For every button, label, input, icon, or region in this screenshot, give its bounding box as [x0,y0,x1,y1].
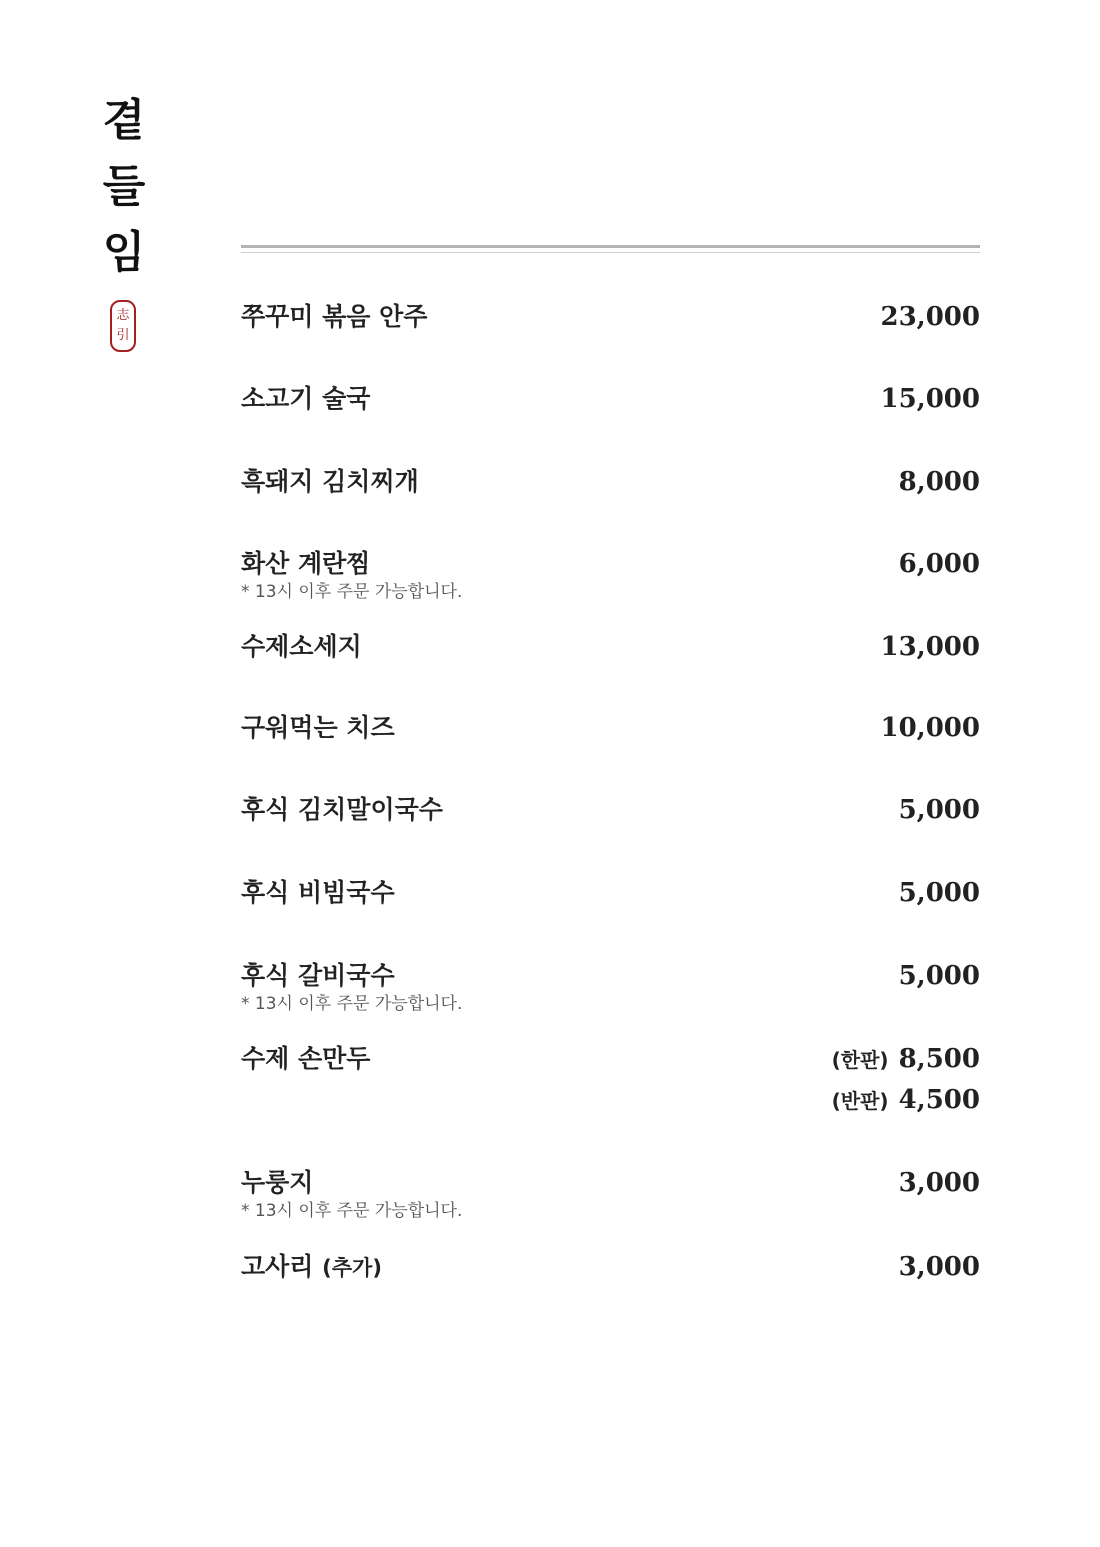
item-price: 5,000 [898,878,980,908]
menu-item [241,1166,980,1222]
item-name: 화산 계란찜 [241,549,371,578]
title-char: 임 [102,227,146,278]
item-price: 8,000 [898,467,980,497]
item-name: 누룽지 [241,1168,314,1197]
title-char: 곁 [102,95,146,146]
item-name-suffix: (추가) [322,1256,382,1280]
price-option-value: 8,500 [898,1044,980,1074]
item-price: 10,000 [880,713,980,743]
item-price: 5,000 [898,961,980,991]
item-name: 후식 비빔국수 [241,878,395,907]
menu-item [241,547,980,603]
menu-item [241,382,980,416]
price-option-label: (반판) [831,1089,889,1113]
menu-item [241,876,980,910]
item-price: 6,000 [898,549,980,579]
price-option-label: (한판) [831,1048,889,1072]
item-name: 구워먹는 치즈 [241,713,395,742]
price-option [832,1083,980,1117]
menu-title [96,88,152,286]
item-name: 후식 갈비국수 [241,961,395,990]
item-name-line [241,1250,980,1285]
menu-item [241,1250,980,1285]
red-seal-stamp [110,300,136,352]
item-name: 흑돼지 김치찌개 [241,467,419,496]
price-option [832,1042,980,1076]
seal-char: 引 [116,328,130,343]
header-divider-thick [241,245,980,248]
seal-char: 志 [116,308,130,323]
menu-item [241,711,980,745]
menu-item [241,630,980,664]
menu-item [241,465,980,499]
item-name: 수제소세지 [241,632,362,661]
item-name: 후식 김치말이국수 [241,795,443,824]
item-price: 23,000 [880,302,980,332]
item-name: 수제 손만두 [241,1044,371,1073]
header-divider-thin [241,252,980,253]
item-note: * 13시 이후 주문 가능합니다. [241,994,463,1014]
menu-item [241,1042,980,1124]
price-option-value: 4,500 [898,1085,980,1115]
item-name: 쭈꾸미 볶음 안주 [241,302,428,331]
item-price: 3,000 [898,1252,980,1282]
menu-item [241,959,980,1015]
item-price: 13,000 [880,632,980,662]
title-char: 들 [102,161,146,212]
item-price: 5,000 [898,795,980,825]
item-note: * 13시 이후 주문 가능합니다. [241,1201,463,1221]
item-name: 소고기 술국 [241,384,371,413]
item-name: 고사리 [241,1252,314,1281]
item-note: * 13시 이후 주문 가능합니다. [241,582,463,602]
item-price: 15,000 [880,384,980,414]
menu-item [241,793,980,827]
item-price: 3,000 [898,1168,980,1198]
menu-item [241,300,980,334]
